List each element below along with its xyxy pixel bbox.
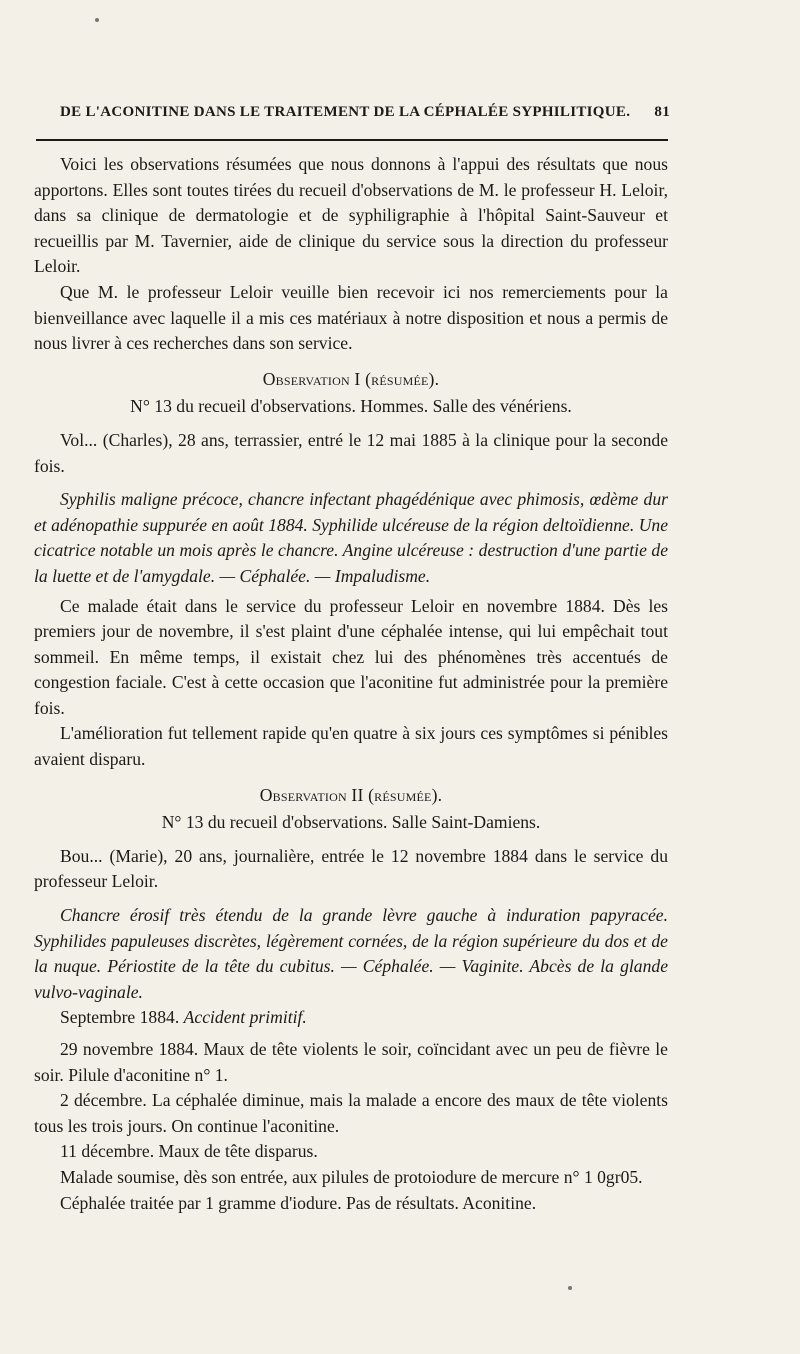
speck <box>95 18 99 22</box>
observation-1-paragraph: L'amélioration fut tellement rapide qu'en quatre à six jours ces symptômes si pénibles avaient disparu. <box>34 723 668 770</box>
running-title: DE L'ACONITINE DANS LE TRAITEMENT DE LA CÉPHALÉE SYPHILITIQUE. <box>60 104 631 120</box>
observation-1-paragraph: Ce malade était dans le service du professeur Leloir en novembre 1884. Dès les premiers jour de novembre, il s'est plaint d'une céphalée intense, qui lui empêchait tout sommeil. En même temps, il existait chez lui des phénomènes très accentués de congestion faciale. C'est à cette occasion que l'aconitine fut administrée pour la première fois. <box>34 595 668 718</box>
observation-2-paragraph: Céphalée traitée par 1 gramme d'iodure. Pas de résultats. Aconitine. <box>60 1192 537 1213</box>
date-plain: Septembre 1884. <box>60 1007 180 1028</box>
observation-2-paragraph: Malade soumise, dès son entrée, aux pilules de protoiodure de mercure n° 1 0gr05. <box>60 1166 643 1187</box>
observation-1-subtitle: N° 13 du recueil d'observations. Hommes. Salle des vénériens. <box>130 396 572 417</box>
observation-2-paragraph: 29 novembre 1884. Maux de tête violents le soir, coïncidant avec un peu de fièvre le soir. Pilule d'aconitine n° 1. <box>34 1039 668 1085</box>
observation-2-title: Observation II (résumée). <box>259 784 443 805</box>
observation-2-paragraph: 11 décembre. Maux de tête disparus. <box>60 1141 318 1162</box>
page-number: 81 <box>654 104 670 120</box>
speck <box>568 1286 572 1290</box>
intro-paragraph: Voici les observations résumées que nous donnons à l'appui des résultats que nous apportons. Elles sont toutes tirées du recueil d'observations de M. le professeur H. Leloir, dans sa clinique de dermatologie et de syphiligraphie à l'hôpital Saint-Sauveur et recueillis par M. Tavernier, aide de clinique du service sous la direction du professeur Leloir. <box>34 154 668 277</box>
date-italic: Accident primitif. <box>183 1007 307 1028</box>
observation-1-title: Observation I (résumée). <box>262 368 440 389</box>
observation-2-subtitle: N° 13 du recueil d'observations. Salle Saint-Damiens. <box>161 812 541 833</box>
text-body <box>34 152 668 1216</box>
observation-2-date <box>34 1005 668 1031</box>
observation-2-summary: Chancre érosif très étendu de la grande lèvre gauche à induration papyracée. Syphilides papuleuses discrètes, légèrement cornées, de la région supérieure du dos et de la nuque. Périostite de la tête du cubitus. — Céphalée. — Vaginite. Abcès de la glande vulvo-vaginale. <box>34 905 668 1002</box>
observation-2-patient: Bou... (Marie), 20 ans, journalière, entrée le 12 novembre 1884 dans le service du professeur Leloir. <box>34 845 668 892</box>
observation-1-patient: Vol... (Charles), 28 ans, terrassier, entré le 12 mai 1885 à la clinique pour la seconde fois. <box>34 429 668 476</box>
header-rule <box>36 139 668 141</box>
observation-1-summary: Syphilis maligne précoce, chancre infectant phagédénique avec phimosis, œdème dur et adénopathie suppurée en août 1884. Syphilide ulcéreuse de la région deltoïdienne. Une cicatrice notable un mois après le chancre. Angine ulcéreuse : destruction d'une partie de la luette et de l'amygdale. — Céphalée. — Impaludisme. <box>34 489 668 586</box>
intro-paragraph: Que M. le professeur Leloir veuille bien recevoir ici nos remerciements pour la bienveillance avec laquelle il a mis ces matériaux à notre disposition et nous a permis de nous livrer à ces recherches dans son service. <box>34 281 668 354</box>
observation-2-paragraph: 2 décembre. La céphalée diminue, mais la malade a encore des maux de tête violents tous les trois jours. On continue l'aconitine. <box>34 1090 668 1136</box>
running-header <box>60 104 670 121</box>
